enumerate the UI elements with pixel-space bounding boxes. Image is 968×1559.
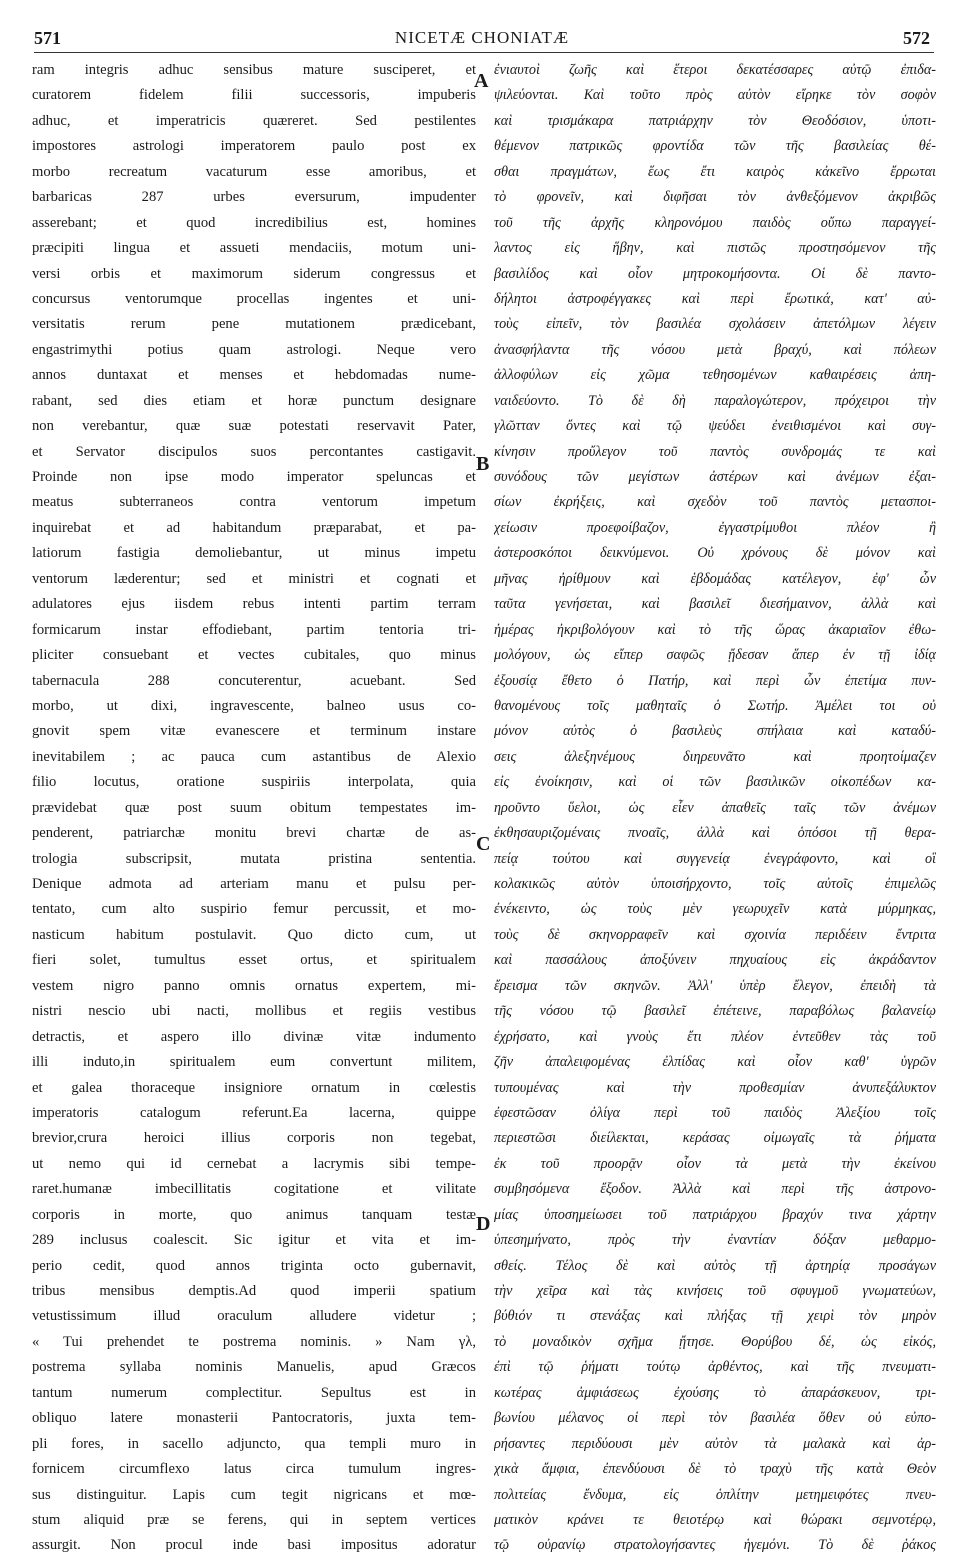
greek-text-line: κίνησιν προὔλεγον τοῦ παντὸς συνδρομάς τε καὶ bbox=[494, 443, 936, 460]
latin-text-line: pliciter consuebant et vectes cubitales, quo minus bbox=[32, 647, 476, 664]
latin-text-line: adulatores ejus iisdem rebus intenti partim terram bbox=[32, 596, 476, 613]
latin-text-line: Denique admota ad arteriam manu et pulsu per- bbox=[32, 876, 476, 892]
latin-text-line: fieri solet, tumultus esset ortus, et spiritualem bbox=[32, 952, 476, 969]
greek-text-line: εἰς ἐνοίκησιν, καὶ οἱ τῶν βασιλικῶν οἰκοπέδων κα- bbox=[494, 774, 936, 791]
latin-text-line: curatorem fidelem filii successoris, impuberis bbox=[32, 87, 476, 104]
latin-text-line: versitatis rerum pene mutationem prædicebant, bbox=[32, 316, 476, 333]
latin-text-line: assurgit. Non procul inde basi impositus adoratur bbox=[32, 1537, 476, 1554]
greek-text-line: τοὺς εἰπεῖν, τὸν βασιλέα σχολάσειν ἀπετόλμων λέγειν bbox=[494, 316, 936, 333]
greek-text-line: ζῆν ἀπαλειφομένας ἐλπίδας καὶ οἷον καθ' ὑγρῶν bbox=[494, 1054, 936, 1071]
latin-text-line: rabant, sed dies etiam et horæ punctum designare bbox=[32, 392, 476, 409]
latin-text-line: latiorum fastigia demoliebantur, ut minus impetu bbox=[32, 545, 476, 562]
latin-text-line: annos duntaxat et menses et hebdomadas nume- bbox=[32, 367, 476, 384]
latin-text-line: imperatoris catalogum referunt.Ea lacerna, quippe bbox=[32, 1104, 476, 1121]
page-header bbox=[28, 12, 936, 48]
greek-text-line: τῷ οὐρανίῳ στρατολογήσαντες ἡγεμόνι. Τὸ δὲ ῥάκος bbox=[494, 1537, 936, 1554]
greek-text-line: ἐνέκειντο, ὡς τοὺς μὲν γεωρυχεῖν κατὰ μύρμηκας, bbox=[494, 901, 936, 918]
greek-text-line: πείᾳ τούτου καὶ συγγενείᾳ ἐνεγράφοντο, καὶ οἳ bbox=[494, 850, 936, 867]
latin-text-line: vestem nigro panno omnis ornatus expertem, mi- bbox=[32, 977, 476, 994]
greek-text-line: ἔρεισμα τῶν σκηνῶν. Ἀλλ' ὑπὲρ ἔλεγον, ἐπειδὴ τὰ bbox=[494, 977, 936, 994]
greek-text-line: βασιλίδος καὶ οἷον μητροκομήσοντα. Οἱ δὲ παντο- bbox=[494, 265, 936, 282]
greek-text-line: καὶ τρισμάκαρα πατριάρχην τὸν Θεοδόσιον, ὑποτι- bbox=[494, 112, 936, 129]
latin-text-line: meatus subterraneos contra ventorum impetum bbox=[32, 494, 476, 511]
section-marker-b: B bbox=[476, 453, 490, 475]
latin-text-line: inevitabilem ; ac pauca cum astantibus de Alexio bbox=[32, 748, 476, 765]
latin-column bbox=[32, 58, 476, 1559]
latin-text-line: engastrimythi potius quam astrologi. Neque vero bbox=[32, 341, 476, 358]
greek-text-line: συμβησόμενα ἔξοδον. Ἀλλὰ καὶ περὶ τῆς ἀστρονο- bbox=[494, 1181, 936, 1198]
greek-text-line: λαντος εἰς ἥβην, καὶ πιστῶς προστησόμενον τῆς bbox=[494, 240, 936, 257]
latin-text-line: filio locutus, oratione suspiriis interpolata, quia bbox=[32, 774, 476, 791]
latin-text-line: versi orbis et maximorum siderum congressus et bbox=[32, 265, 476, 282]
greek-text-line: καὶ πασσάλους ἀποξύνειν πηχυαίους εἰς ἀκράδαντον bbox=[494, 952, 936, 969]
greek-text-line: ἐκθησαυριζομέναις πνοαῖς, ἀλλὰ καὶ ὁπόσοι τῇ θερα- bbox=[494, 825, 936, 842]
greek-text-line: σίων ἐκρήξεις, καὶ σχεδὸν τοῦ παντὸς μετασποι- bbox=[494, 494, 936, 511]
latin-text-line: tantum numerum complectitur. Sepultus est in bbox=[32, 1384, 476, 1401]
greek-text-line: ἀλλοφύλων εἰς χῶμα τεθησομένων καθαιρέσεις ἀπη- bbox=[494, 367, 936, 384]
greek-text-line: χείωσιν προεφοίβαζον, ἐγγαστρίμυθοι πλέον ἢ bbox=[494, 519, 936, 536]
greek-text-line: συνόδους τῶν μεγίστων ἀστέρων καὶ ἀνέμων ἐξαι- bbox=[494, 469, 936, 485]
greek-text-line: τὸ μοναδικὸν σχῆμα ᾔτησε. Θορύβου δέ, ὡς εἰκός, bbox=[494, 1333, 936, 1350]
greek-text-line: ταῦτα γενήσεται, καὶ βασιλεῖ διεσήμαινον, ἀλλὰ καὶ bbox=[494, 596, 936, 613]
greek-text-line: περιεστῶσι διείλεκται, κεράσας οἰμωγαῖς τὰ ῥήματα bbox=[494, 1130, 936, 1147]
latin-text-line: detractis, et aspero illo divinæ vitæ indumento bbox=[32, 1028, 476, 1045]
greek-text-line: τοὺς δὲ σκηνορραφεῖν καὶ σχοινία περιδέειν ἔντριτα bbox=[494, 926, 936, 943]
section-marker-c: C bbox=[476, 833, 491, 855]
latin-text-line: morbo, ut dixi, ingravescente, balneo usus co- bbox=[32, 697, 476, 714]
greek-text-line: χικὰ ἄμφια, ἐπενδύουσι δὲ τὸ τραχὺ τῆς κατὰ Θεὸν bbox=[494, 1461, 936, 1478]
greek-text-line: ἐφεστῶσαν ὀλίγα περὶ τοῦ παιδὸς Ἀλεξίου τοῖς bbox=[494, 1104, 936, 1121]
latin-text-line: tribus mensibus demptis.Ad quod imperii spatium bbox=[32, 1283, 476, 1299]
latin-text-line: brevior,crura heroici illius corporis non tegebat, bbox=[32, 1130, 476, 1147]
latin-text-line: perio cedit, quod annos triginta octo gubernavit, bbox=[32, 1257, 476, 1274]
latin-text-line: 289 inclusus coalescit. Sic igitur et vita et im- bbox=[32, 1232, 476, 1249]
greek-text-line: θανομένους τοῖς μαθηταῖς ὁ Σωτήρ. Ἀμέλει τοι οὐ bbox=[494, 697, 936, 714]
latin-text-line: concursus ventorumque procellas ingentes et uni- bbox=[32, 290, 476, 307]
greek-text-line: ἐξουσίᾳ ἔθετο ὁ Πατήρ, καὶ περὶ ὧν ἐπετίμα πυν- bbox=[494, 672, 936, 689]
greek-text-line: μίας ὑποσημείωσει τοῦ πατριάρχου βραχύν τινα χάρτην bbox=[494, 1206, 936, 1223]
greek-text-line: τοῦ τῆς ἀρχῆς κληρονόμου παιδὸς οὔπω παραγγεί- bbox=[494, 214, 936, 231]
greek-text-line: τὸ φρονεῖν, καὶ διφῆσαι τὸν ἀνθεξόμενον ἀκριβῶς bbox=[494, 189, 936, 206]
latin-text-line: et Servator discipulos suos percontantes castigavit. bbox=[32, 443, 476, 460]
greek-text-line: τὴν χεῖρα καὶ τὰς κινήσεις τοῦ σφυγμοῦ γνωματεύων, bbox=[494, 1283, 936, 1299]
latin-text-line: nistri nescio ubi nacti, mollibus et regiis vestibus bbox=[32, 1003, 476, 1020]
latin-text-line: non verebantur, quæ suæ potestati reservavit Pater, bbox=[32, 418, 476, 435]
greek-text-line: θέμενον πατρικῶς φροντίδα τῶν τῆς βασιλείας θέ- bbox=[494, 138, 936, 155]
latin-text-line: et galea thoraceque insigniore ornatum in cœlestis bbox=[32, 1079, 476, 1096]
greek-text-line: ναιδεύοντο. Τὸ δὲ δὴ παραλογώτερον, πρόχειροι τὴν bbox=[494, 392, 936, 409]
latin-text-line: gnovit spem vitæ evanescere et terminum instare bbox=[32, 723, 476, 740]
latin-text-line: Proinde non ipse modo imperator speluncas et bbox=[32, 469, 476, 485]
greek-text-line: μόνον αὐτὸς ὁ βασιλεὺς σπήλαια καὶ καταδύ- bbox=[494, 723, 936, 740]
latin-text-line: præcipiti lingua et assueti mendaciis, motum uni- bbox=[32, 240, 476, 257]
latin-text-line: pli fores, in sacello adjuncto, qua templi muro in bbox=[32, 1435, 476, 1452]
greek-text-line: μολόγουν, ὡς εἴπερ σαφῶς ᾔδεσαν ἅπερ ἐν τῇ ἰδίᾳ bbox=[494, 647, 936, 664]
latin-text-line: tabernacula 288 concuterentur, acuebant. Sed bbox=[32, 672, 476, 689]
greek-text-line: ψιλεύονται. Καὶ τοῦτο πρὸς αὐτὸν εἴρηκε τὸν σοφὸν bbox=[494, 87, 936, 104]
latin-text-line: sus distinguitur. Lapis cum tegit nigricans et mœ- bbox=[32, 1486, 476, 1503]
latin-text-line: asserebant; et quod incredibilius est, homines bbox=[32, 214, 476, 231]
latin-text-line: ut nemo qui id cernebat a lacrymis sibi tempe- bbox=[32, 1155, 476, 1172]
greek-text-line: ἐχρήσατο, καὶ γνοὺς ἔτι πλέον ἐντεῦθεν τὰς τοῦ bbox=[494, 1028, 936, 1045]
greek-text-line: σθαι πραγμάτων, ἕως ἔτι καιρὸς κἀκεῖνο ἔρρωται bbox=[494, 163, 936, 180]
latin-text-line: corporis in morte, quo animus tanquam testæ bbox=[32, 1206, 476, 1223]
section-marker-d: D bbox=[476, 1213, 491, 1235]
greek-text-line: ἡμέρας ἠκριβολόγουν καὶ τὸ τῆς ὥρας ἀκαριαῖον ἐθω- bbox=[494, 621, 936, 638]
latin-text-line: adhuc, et imperatricis quæreret. Sed pestilentes bbox=[32, 112, 476, 129]
greek-text-line: βύθιόν τι στενάξας καὶ πλήξας τῇ χειρὶ τὸν μηρὸν bbox=[494, 1308, 936, 1325]
page-number-left: 571 bbox=[34, 28, 61, 48]
latin-text-line: trologia subscripsit, mutata pristina sententia. bbox=[32, 850, 476, 867]
greek-text-line: σεις ἀλεξηνέμους διηρευνᾶτο καὶ προητοίμαζεν bbox=[494, 748, 936, 765]
greek-text-line: ὑπεσημήνατο, πρὸς τὴν ἐναντίαν δόξαν μεθαρμο- bbox=[494, 1232, 936, 1249]
greek-text-line: τυπουμένας καὶ τὴν προθεσμίαν ἀνυπεξάλυκτον bbox=[494, 1079, 936, 1096]
greek-text-line: τῆς νόσου τῷ βασιλεῖ ἐπέτεινε, παραβόλως βαλανείῳ bbox=[494, 1003, 936, 1020]
header-rule bbox=[34, 52, 934, 53]
greek-text-line: γλῶτταν ὄντες καὶ τῷ ψεύδει ἐνειθισμένοι καὶ συγ- bbox=[494, 418, 936, 435]
greek-text-line: κωτέρας ἀμφιάσεως ἐχούσης τὸ ἀπαράσκευον, τρι- bbox=[494, 1384, 936, 1401]
greek-text-line: ηροῦντο ὕελοι, ὡς εἶεν ἀπαθεῖς ταῖς τῶν ἀνέμων bbox=[494, 799, 936, 816]
latin-text-line: fornicem circumflexo latus circa tumulum ingres- bbox=[32, 1461, 476, 1478]
latin-text-line: obliquo latere monasterii Pantocratoris, juxta tem- bbox=[32, 1410, 476, 1427]
greek-text-line: ἀστεροσκόποι δεικνύμενοι. Οὐ χρόνους δὲ μόνον καὶ bbox=[494, 545, 936, 562]
latin-text-line: raret.humanæ imbecillitatis cogitatione et vilitate bbox=[32, 1181, 476, 1198]
latin-text-line: morbo recreatum vacaturum esse amoribus, et bbox=[32, 163, 476, 180]
greek-text-line: ἐπὶ τῷ ῥήματι τούτῳ ἀρθέντος, καὶ τῆς πνευματι- bbox=[494, 1359, 936, 1376]
latin-text-line: prævidebat quæ post suum obitum tempestates im- bbox=[32, 799, 476, 816]
greek-text-line: πολιτείας ἔνδυμα, εἰς ὁπλίτην μετημειφότες πνευ- bbox=[494, 1486, 936, 1503]
latin-text-line: vetustissimum illud oraculum alludere videtur ; bbox=[32, 1308, 476, 1325]
latin-text-line: ram integris adhuc sensibus mature susciperet, et bbox=[32, 62, 476, 78]
latin-text-line: nasticum habitum postulavit. Quo dicto cum, ut bbox=[32, 926, 476, 943]
running-title: NICETÆ CHONIATÆ bbox=[394, 28, 570, 47]
latin-text-line: postrema syllaba nominis Manuelis, apud Græcos bbox=[32, 1359, 476, 1376]
latin-text-line: inquirebat et ad habitandum præparabat, et pa- bbox=[32, 519, 476, 536]
greek-text-line: ματικὸν κράνει τε θειοτέρῳ καὶ θώρακι σεμνοτέρῳ, bbox=[494, 1511, 936, 1528]
latin-text-line: tentato, cum alto suspirio femur percussit, et mo- bbox=[32, 901, 476, 918]
latin-text-line: ventorum læderentur; sed et ministri et cognati et bbox=[32, 570, 476, 587]
greek-text-line: σθείς. Τέλος δὲ καὶ αὐτὸς τῇ ἀρτηρίᾳ προσάγων bbox=[494, 1257, 936, 1274]
latin-text-line: stum aliquid præ se ferens, qui in septem vertices bbox=[32, 1511, 476, 1528]
latin-text-line: formicarum instar effodiebant, partim tentoria tri- bbox=[32, 621, 476, 638]
latin-text-line: impostores astrologi imperatorem paulo post ex bbox=[32, 138, 476, 155]
greek-text-line: βωνίου μέλανος οἱ περὶ τὸν βασιλέα ὅθεν οὐ εὐπο- bbox=[494, 1410, 936, 1427]
latin-text-line: barbaricas 287 urbes eversurum, impudenter bbox=[32, 189, 476, 206]
greek-text-line: δήλητοι ἀστροφέγγακες καὶ περὶ ἔρωτικά, κατ' αὐ- bbox=[494, 290, 936, 307]
greek-text-line: ρήσαντες περιδύουσι μὲν αὐτὸν τὰ μαλακὰ καὶ ἀρ- bbox=[494, 1435, 936, 1452]
greek-column bbox=[494, 58, 936, 1559]
section-marker-a: A bbox=[474, 70, 489, 92]
page-number-right: 572 bbox=[903, 28, 930, 48]
greek-text-line: ἐκ τοῦ προορᾷν οἷον τὰ μετὰ τὴν ἐκείνου bbox=[494, 1155, 936, 1172]
latin-text-line: penderent, patriarchæ monitu brevi chartæ de as- bbox=[32, 825, 476, 842]
greek-text-line: ἐνιαυτοὶ ζωῆς καὶ ἕτεροι δεκατέσσαρες αὐτῷ ἐπιδα- bbox=[494, 62, 936, 78]
greek-text-line: κολακικῶς αὐτὸν ὑποισήρχοντο, τοῖς αὐτοῖς ἐπιμελῶς bbox=[494, 876, 936, 892]
greek-text-line: μῆνας ἠρίθμουν καὶ ἑβδομάδας κατέλεγον, ἐφ' ὧν bbox=[494, 570, 936, 587]
latin-text-line: illi induto,in spiritualem eum convertunt militem, bbox=[32, 1054, 476, 1071]
latin-text-line: « Tui prehendet te postrema nominis. » Nam γλ, bbox=[32, 1333, 476, 1350]
greek-text-line: ἀνασφήλαντα τῆς νόσου μετὰ βραχύ, καὶ πόλεων bbox=[494, 341, 936, 358]
